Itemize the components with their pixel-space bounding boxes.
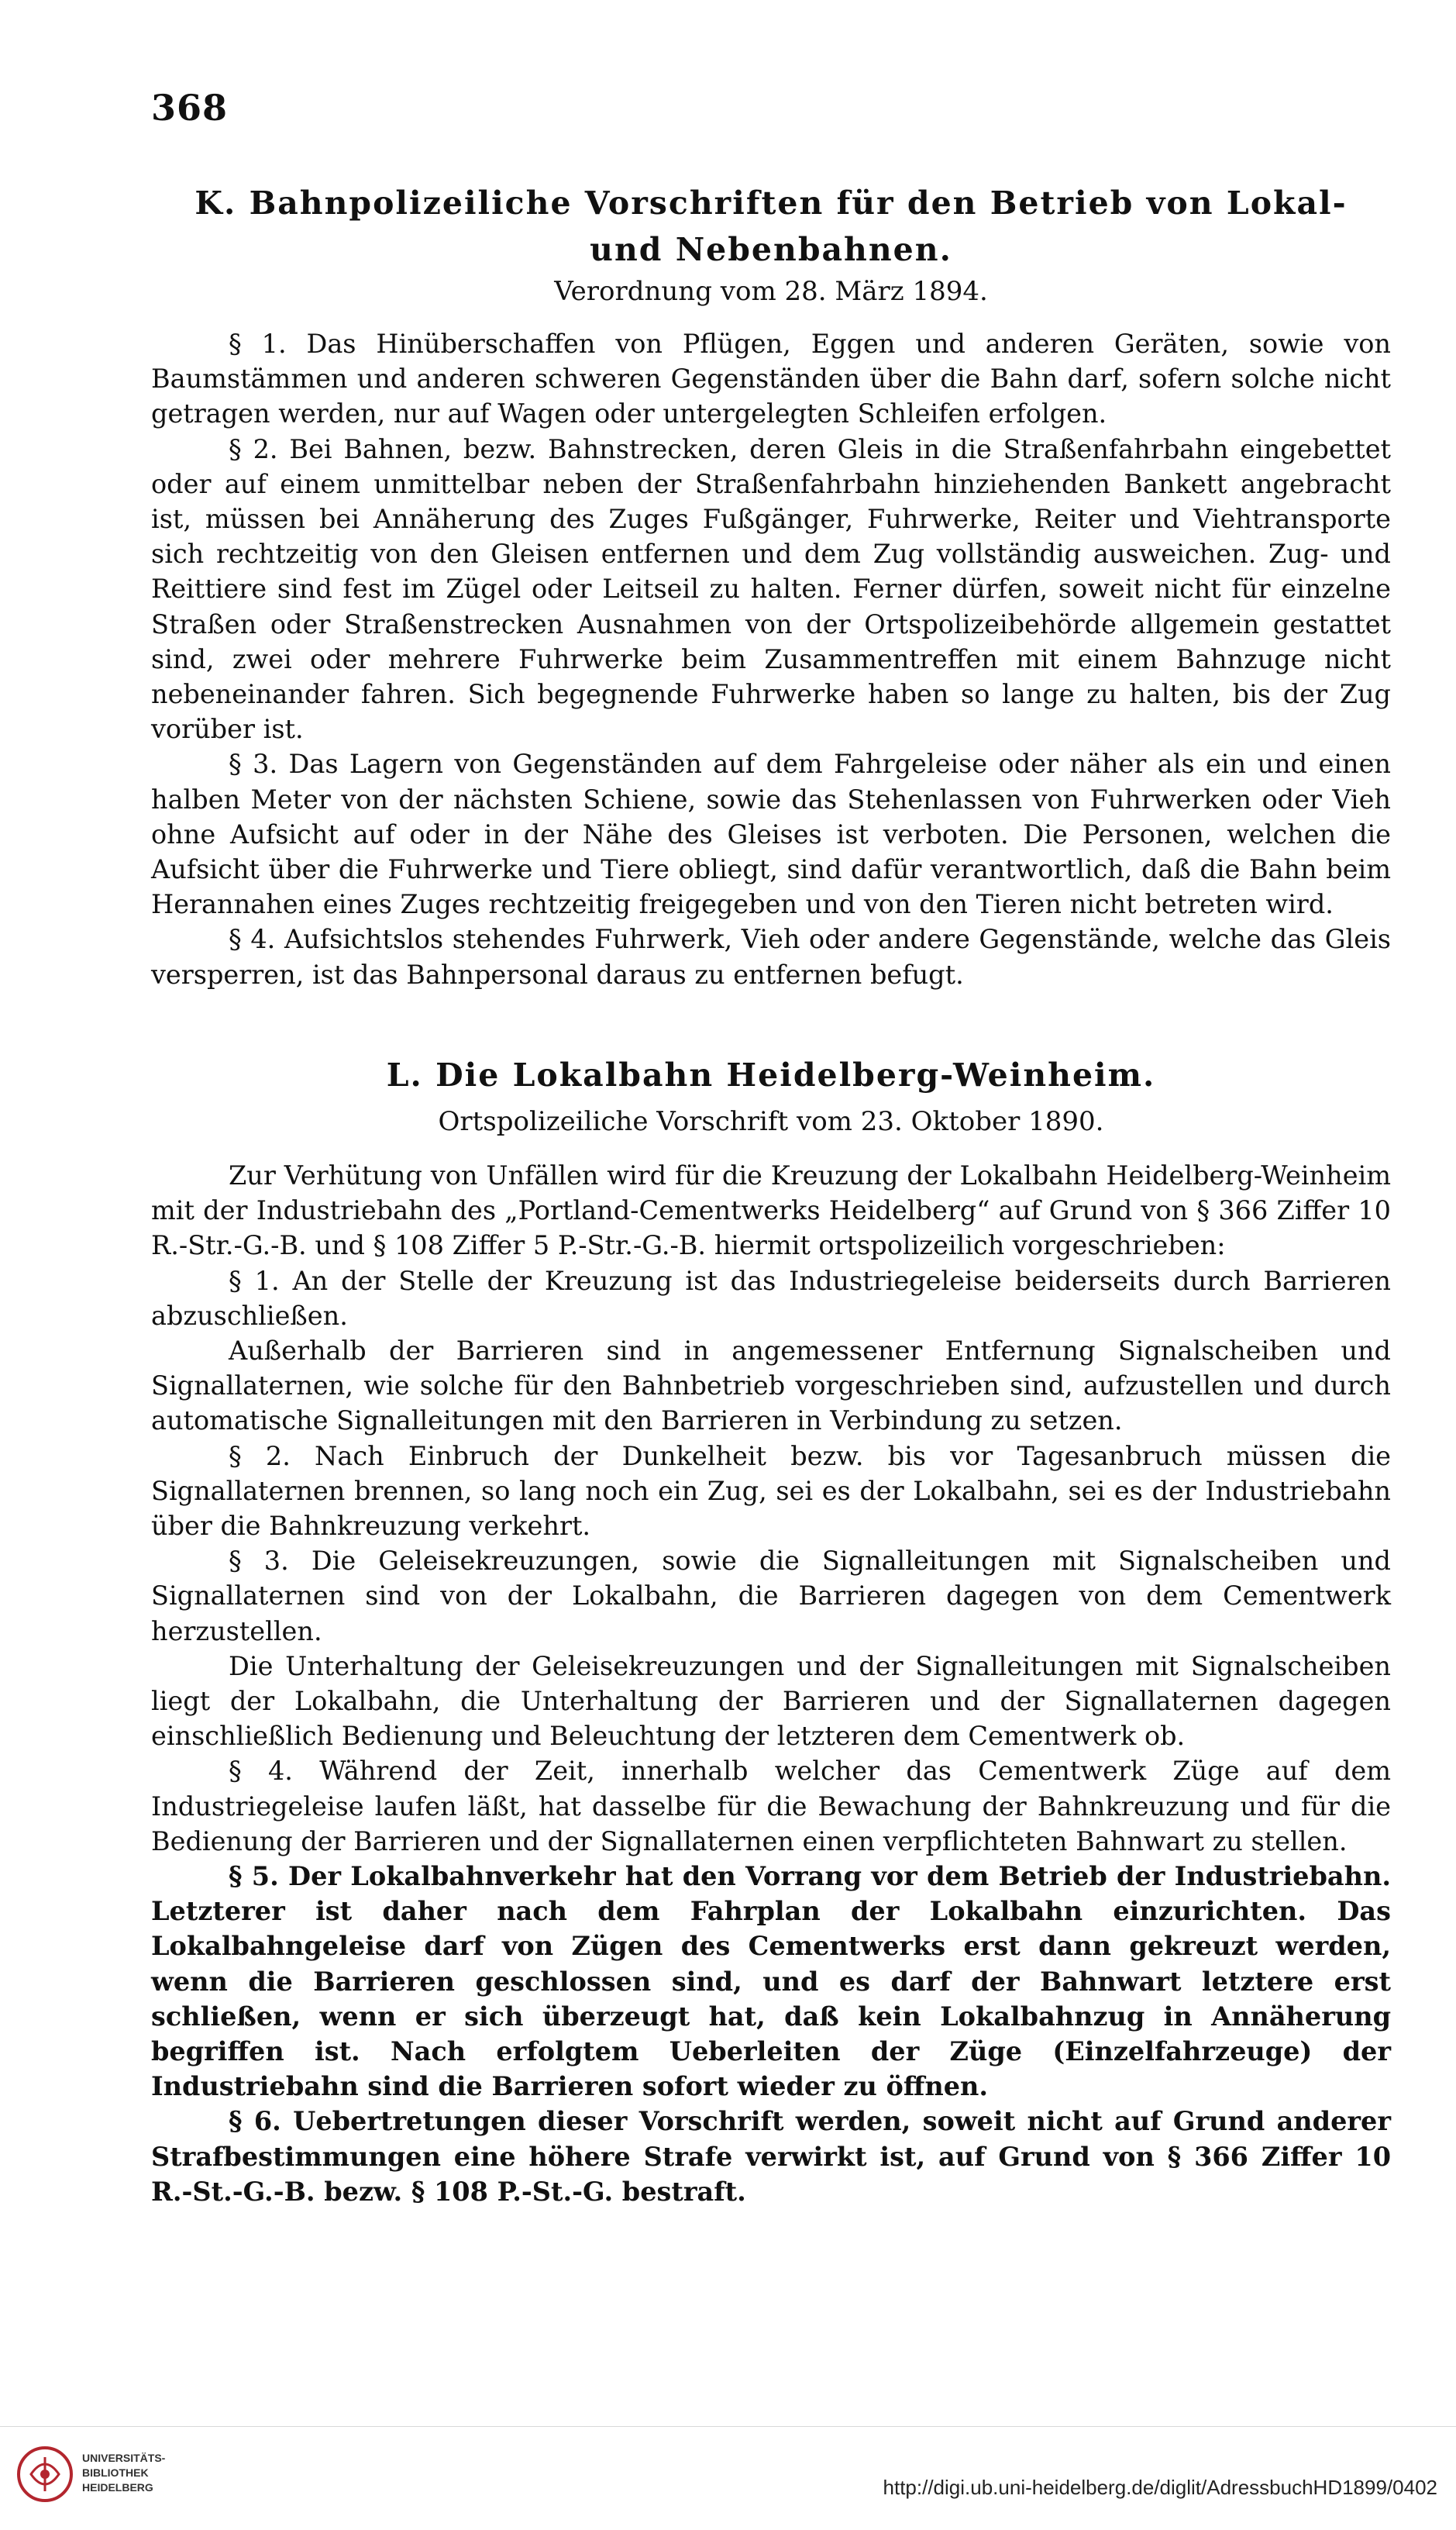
section-k-subtitle: Verordnung vom 28. März 1894.	[554, 276, 988, 307]
section-l-subtitle: Ortspolizeiliche Vorschrift vom 23. Oktober 1890.	[438, 1106, 1104, 1137]
footer-divider	[0, 2426, 1456, 2427]
paragraph: Die Unterhaltung der Geleisekreuzungen und der Signalleitungen mit Signalscheiben liegt der Lokalbahn, die Unterhaltung der Barrieren und der Signallaternen dagegen einschließlich Bedienung und Beleuchtung der letzteren dem Cementwerk ob.	[151, 1650, 1391, 1752]
section-k-title-line2: und Nebenbahnen.	[590, 231, 952, 268]
library-logo	[14, 2443, 192, 2505]
paragraph: § 2. Nach Einbruch der Dunkelheit bezw. bis vor Tagesanbruch müssen die Signallaternen brennen, so lang noch ein Zug, sei es der Lokalbahn, sei es der Industriebahn über die Bahnkreuzung verkehrt.	[151, 1440, 1391, 1542]
library-name-line2: BIBLIOTHEK	[82, 2466, 149, 2479]
source-url-link[interactable]: http://digi.ub.uni-heidelberg.de/diglit/AdressbuchHD1899/0402	[883, 2476, 1437, 2499]
section-k-title-line1: K. Bahnpolizeiliche Vorschriften für den Betrieb von Lokal-	[194, 184, 1348, 222]
library-name-line3: HEIDELBERG	[82, 2481, 153, 2494]
section-l-title: L. Die Lokalbahn Heidelberg-Weinheim.	[386, 1056, 1156, 1094]
library-name	[82, 2451, 165, 2495]
section-k-title	[151, 180, 1391, 273]
section-k-body	[151, 326, 1391, 992]
paragraph-emphasized: § 6. Uebertretungen dieser Vorschrift werden, soweit nicht auf Grund anderer Strafbestimmungen eine höhere Strafe verwirkt ist, auf Grund von § 366 Ziffer 10 R.-St.-G.-B. bezw. § 108 P.-St.-G. bestraft.	[151, 2106, 1391, 2207]
paragraph: § 1. Das Hinüberschaffen von Pflügen, Eggen und anderen Geräten, sowie von Baumstämmen und anderen schweren Gegenständen über die Bahn darf, sofern solche nicht getragen werden, nur auf Wagen oder untergelegten Schleifen erfolgen.	[151, 329, 1391, 429]
page-number: 368	[151, 87, 229, 129]
paragraph: § 4. Während der Zeit, innerhalb welcher das Cementwerk Züge auf dem Industriegeleise laufen läßt, hat dasselbe für die Bewachung der Bahnkreuzung und für die Bedienung der Barrieren und der Signallaternen einen verpflichteten Bahnwart zu stellen.	[151, 1756, 1391, 1856]
paragraph-intro: Zur Verhütung von Unfällen wird für die Kreuzung der Lokalbahn Heidelberg-Weinheim mit der Industriebahn des „Portland-Cementwerks Heidelberg“ auf Grund von § 366 Ziffer 10 R.-Str.-G.-B. und § 108 Ziffer 5 P.-Str.-G.-B. hiermit ortspolizeilich vorgeschrieben:	[151, 1160, 1391, 1261]
paragraph: § 1. An der Stelle der Kreuzung ist das Industriegeleise beiderseits durch Barrieren abzuschließen.	[151, 1265, 1391, 1331]
paragraph: § 3. Das Lagern von Gegenständen auf dem Fahrgeleise oder näher als ein und einen halben Meter von der nächsten Schiene, sowie das Stehenlassen von Fuhrwerken oder Vieh ohne Aufsicht auf oder in der Nähe des Gleises ist verboten. Die Personen, welchen die Aufsicht über die Fuhrwerke und Tiere obliegt, sind dafür verantwortlich, daß die Bahn beim Herannahen eines Zuges rechtzeitig freigegeben und von den Tieren nicht betreten wird.	[151, 749, 1391, 920]
library-seal-icon	[14, 2443, 76, 2505]
paragraph: Außerhalb der Barrieren sind in angemessener Entfernung Signalscheiben und Signallaternen, wie solche für den Bahnbetrieb vorgeschrieben sind, aufzustellen und durch automatische Signalleitungen mit den Barrieren in Verbindung zu setzen.	[151, 1336, 1391, 1436]
paragraph: § 2. Bei Bahnen, bezw. Bahnstrecken, deren Gleis in die Straßenfahrbahn eingebettet oder auf einem unmittelbar neben der Straßenfahrbahn hinziehenden Bankett angebracht ist, müssen bei Annäherung des Zuges Fußgänger, Fuhrwerke, Reiter und Viehtransporte sich rechtzeitig von den Gleisen entfernen und dem Zug vollständig ausweichen. Zug- und Reittiere sind fest im Zügel oder Leitseil zu halten. Ferner dürfen, soweit nicht für einzelne Straßen oder Straßenstrecken Ausnahmen von der Ortspolizeibehörde allgemein gestattet sind, zwei oder mehrere Fuhrwerke beim Zusammentreffen mit einem Bahnzuge nicht nebeneinander fahren. Sich begegnende Fuhrwerke haben so lange zu halten, bis der Zug vorüber ist.	[151, 433, 1391, 745]
paragraph: § 4. Aufsichtslos stehendes Fuhrwerk, Vieh oder andere Gegenstände, welche das Gleis versperren, ist das Bahnpersonal daraus zu entfernen befugt.	[151, 924, 1391, 990]
library-name-line1: UNIVERSITÄTS-	[82, 2452, 166, 2464]
paragraph-emphasized: § 5. Der Lokalbahnverkehr hat den Vorrang vor dem Betrieb der Industriebahn. Letzterer ist daher nach dem Fahrplan der Lokalbahn einzurichten. Das Lokalbahngeleise darf von Zügen des Cementwerks erst dann gekreuzt werden, wenn die Barrieren geschlossen sind, und es darf der Bahnwart letztere erst schließen, wenn er sich überzeugt hat, daß kein Lokalbahnzug in Annäherung begriffen ist. Nach erfolgtem Ueberleiten der Züge (Einzelfahrzeuge) der Industriebahn sind die Barrieren sofort wieder zu öffnen.	[151, 1861, 1391, 2102]
paragraph: § 3. Die Geleisekreuzungen, sowie die Signalleitungen mit Signalscheiben und Signallaternen sind von der Lokalbahn, die Barrieren dagegen von dem Cementwerk herzustellen.	[151, 1546, 1391, 1646]
section-l-body	[151, 1158, 1391, 2209]
